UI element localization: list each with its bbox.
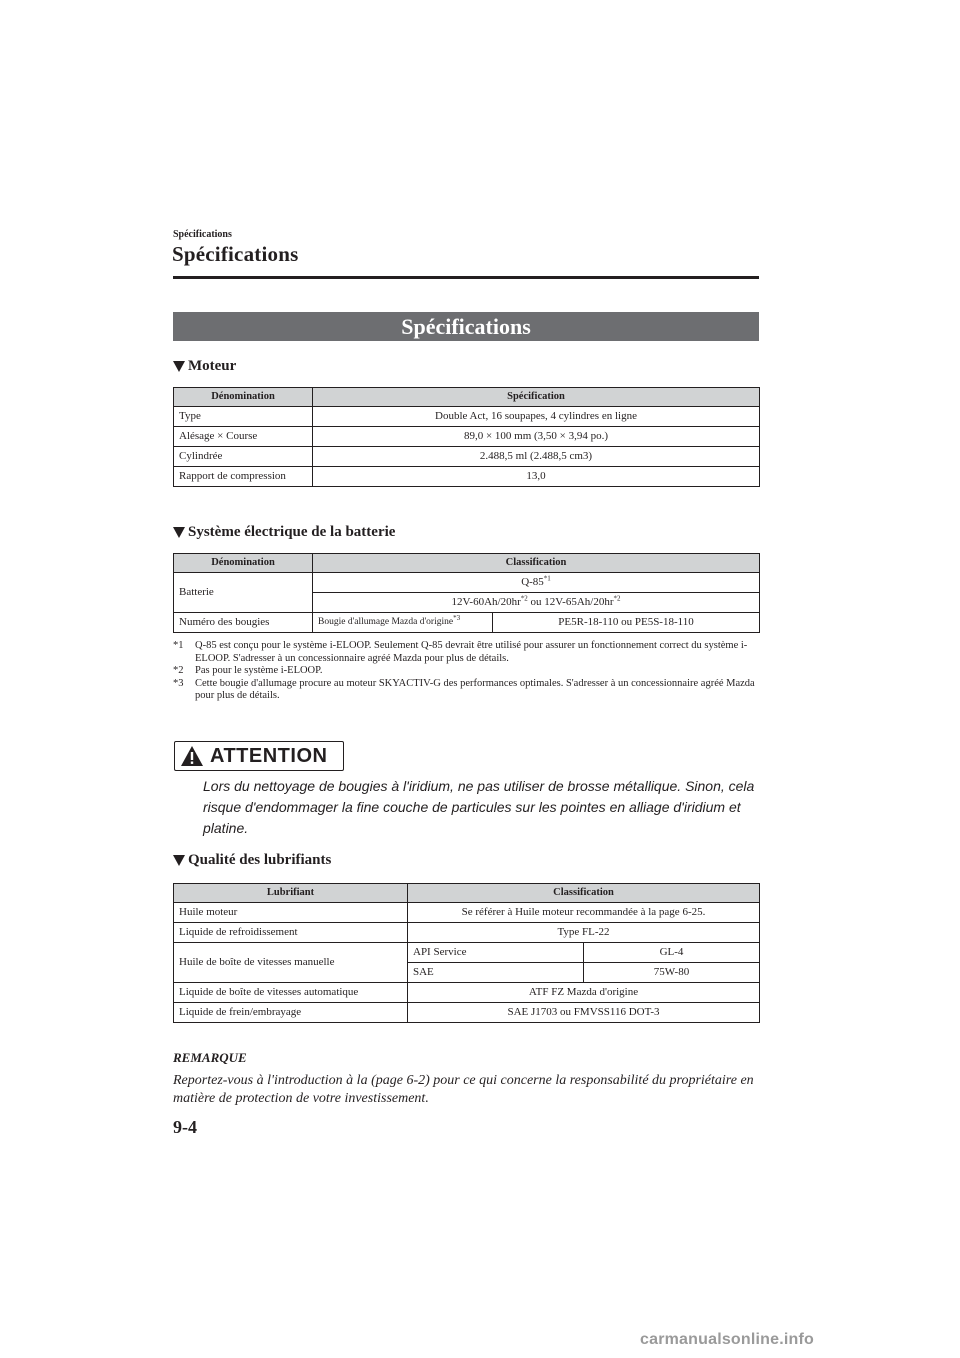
remark-text: Reportez-vous à l'introduction à la (page 6-2) pour ce qui concerne la responsabilité du propriétaire en matière de protection de votre investissement. [173, 1073, 754, 1106]
footnote-text: Q-85 est conçu pour le système i-ELOOP. Seulement Q-85 devrait être utilisé pour assurer un fonctionnement correct du système i-ELOOP. S'adresser à un concessionnaire agréé Mazda pour plus de détails. [195, 640, 748, 664]
table-cell: Liquide de refroidissement [174, 923, 408, 943]
table-cell: ATF FZ Mazda d'origine [408, 983, 760, 1003]
table-row [174, 943, 760, 963]
table-row [174, 923, 760, 943]
warning-icon [180, 745, 204, 767]
table-row [174, 467, 760, 487]
table-header-row [174, 388, 760, 407]
table-header: Dénomination [174, 388, 313, 407]
table-cell: Rapport de compression [174, 467, 313, 487]
table-cell: Type [174, 407, 313, 427]
lubricants-table [173, 883, 760, 1023]
table-cell: Se référer à Huile moteur recommandée à la page 6-25. [408, 903, 760, 923]
electrical-heading [173, 524, 395, 541]
engine-table [173, 387, 760, 487]
table-header: Spécification [313, 388, 760, 407]
battery-value: ou 12V-65Ah/20hr [527, 596, 614, 608]
footnote [173, 640, 763, 665]
attention-box [174, 741, 344, 771]
table-cell: Huile de boîte de vitesses manuelle [174, 943, 408, 983]
attention-label: ATTENTION [210, 744, 328, 767]
section-banner: Spécifications [173, 312, 759, 341]
battery-value: Q-85 [521, 576, 544, 588]
engine-heading [173, 358, 236, 375]
table-row [174, 903, 760, 923]
table-cell: Huile moteur [174, 903, 408, 923]
table-cell: Double Act, 16 soupapes, 4 cylindres en ligne [313, 407, 760, 427]
table-header: Dénomination [174, 554, 313, 573]
lubricants-heading [173, 852, 331, 869]
footnote-ref: *1 [543, 574, 551, 583]
footnote [173, 665, 763, 678]
table-row [174, 983, 760, 1003]
table-cell: Type FL-22 [408, 923, 760, 943]
table-cell: Numéro des bougies [174, 613, 313, 633]
battery-value: 12V-60Ah/20hr [451, 596, 521, 608]
plug-type: Bougie d'allumage Mazda d'origine [318, 617, 454, 627]
table-header: Lubrifiant [174, 884, 408, 903]
table-cell: Batterie [174, 573, 313, 613]
footnote-key: *1 [173, 640, 184, 651]
table-row [174, 447, 760, 467]
page-number: 9-4 [173, 1117, 197, 1137]
footnote-key: *2 [173, 665, 184, 676]
table-cell [313, 593, 760, 613]
table-cell: 2.488,5 ml (2.488,5 cm3) [313, 447, 760, 467]
table-cell: 13,0 [313, 467, 760, 487]
table-cell [313, 573, 760, 593]
table-header-row [174, 554, 760, 573]
table-row [174, 613, 760, 633]
triangle-down-icon [173, 855, 185, 866]
table-row [174, 573, 760, 593]
breadcrumb: Spécifications [173, 229, 232, 240]
footnote-text: Cette bougie d'allumage procure au moteur SKYACTIV-G des performances optimales. S'adresser à un concessionnaire agréé Mazda pour plus de détails. [195, 677, 755, 701]
table-header: Classification [313, 554, 760, 573]
table-header: Classification [408, 884, 760, 903]
footnote-ref: *2 [613, 594, 621, 603]
triangle-down-icon [173, 361, 185, 372]
table-row [174, 407, 760, 427]
electrical-heading-label: Système électrique de la batterie [188, 524, 396, 540]
table-cell: API Service [408, 943, 584, 963]
title-rule [173, 276, 759, 279]
table-cell [313, 613, 493, 633]
table-row [174, 1003, 760, 1023]
table-cell: Liquide de frein/embrayage [174, 1003, 408, 1023]
attention-text: Lors du nettoyage de bougies à l'iridium, ne pas utiliser de brosse métallique. Sinon, cela risque d'endommager la fine couche de particules sur les pointes en alliage d'iridium et platine. [203, 778, 755, 836]
electrical-table [173, 553, 760, 633]
page-title: Spécifications [172, 242, 299, 266]
footnotes [173, 640, 763, 703]
lubricants-heading-label: Qualité des lubrifiants [188, 852, 332, 868]
table-cell: PE5R-18-110 ou PE5S-18-110 [493, 613, 760, 633]
engine-heading-label: Moteur [188, 358, 237, 374]
table-cell: SAE J1703 ou FMVSS116 DOT-3 [408, 1003, 760, 1023]
triangle-down-icon [173, 527, 185, 538]
footnote-key: *3 [173, 677, 184, 689]
table-cell: Liquide de boîte de vitesses automatique [174, 983, 408, 1003]
footnote-ref: *3 [453, 613, 461, 622]
footnote-ref: *2 [520, 594, 528, 603]
footer-watermark[interactable]: carmanualsonline.info [640, 1331, 815, 1348]
table-cell: GL-4 [584, 943, 760, 963]
remark-title: REMARQUE [173, 1050, 247, 1065]
table-cell: Cylindrée [174, 447, 313, 467]
table-row [174, 427, 760, 447]
table-cell: Alésage × Course [174, 427, 313, 447]
table-cell: SAE [408, 963, 584, 983]
table-cell: 75W-80 [584, 963, 760, 983]
footnote [173, 678, 763, 703]
footnote-text: Pas pour le système i-ELOOP. [195, 665, 323, 676]
table-cell: 89,0 × 100 mm (3,50 × 3,94 po.) [313, 427, 760, 447]
table-header-row [174, 884, 760, 903]
